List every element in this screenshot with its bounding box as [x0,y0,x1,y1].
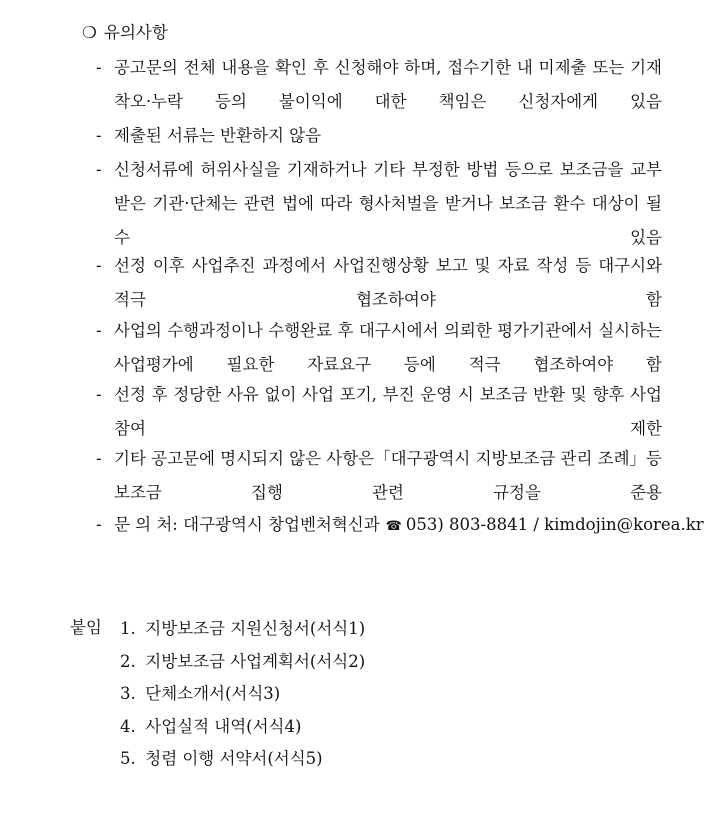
dash-bullet: - [96,256,102,275]
attachment-number: 5. [120,749,136,768]
attachment-number: 4. [120,716,136,736]
attachments-label: 붙임 [70,618,102,637]
notice-item [96,314,662,382]
notice-item-text: 제출된 서류는 반환하지 않음 [114,126,322,145]
dash-bullet: - [96,515,102,534]
attachment-title: 단체소개서(서식3) [145,684,281,703]
attachments-list [120,613,365,776]
notice-item-text: 공고문의 전체 내용을 확인 후 신청해야 하며, 접수기한 내 미제출 또는 기재 착오·누락 등의 불이익에 대한 책임은 신청자에게 있음 [114,58,662,111]
attachment-title: 청렴 이행 서약서(서식5) [145,749,323,768]
contact-line [96,508,704,544]
attachment-number: 2. [120,651,136,671]
attachment-item [120,678,365,711]
notice-item-text: 기타 공고문에 명시되지 않은 사항은「대구광역시 지방보조금 관리 조례」등 보조금 집행 관련 규정을 준용 [114,449,662,502]
notice-item [96,119,662,153]
attachment-title: 사업실적 내역(서식4) [145,716,302,736]
notice-item [96,378,662,446]
notice-heading [82,20,168,46]
contact-department: 대구광역시 창업벤처혁신과 [183,515,380,534]
notice-item [96,153,662,255]
circle-bullet-icon: ❍ [82,23,97,42]
attachment-item [120,613,365,646]
notice-item [96,51,662,119]
notice-item-text: 신청서류에 허위사실을 기재하거나 기타 부정한 방법 등으로 보조금을 교부받은 기관·단체는 관련 법에 따라 형사처벌을 받거나 보조금 환수 대상이 될 수 있음 [114,160,662,247]
contact-email: kimdojin@korea.kr [544,515,704,534]
attachment-number: 1. [120,619,136,638]
dash-bullet: - [96,58,102,77]
contact-label: 문 의 처: [114,515,178,534]
attachment-item [120,646,365,679]
dash-bullet: - [96,126,102,145]
notice-heading-text: 유의사항 [104,23,168,42]
notice-item-text: 선정 이후 사업추진 과정에서 사업진행상황 보고 및 자료 작성 등 대구시와 적극 협조하여야 함 [114,256,662,309]
dash-bullet: - [96,385,102,404]
attachment-title: 지방보조금 사업계획서(서식2) [145,651,366,671]
contact-separator: / [533,515,539,534]
attachment-item [120,743,365,776]
notice-item-text: 선정 후 정당한 사유 없이 사업 포기, 부진 운영 시 보조금 반환 및 향후 사업 참여 제한 [114,385,662,438]
attachment-item [120,711,365,744]
phone-icon: ☎ [385,519,402,534]
contact-phone: 053) 803-8841 [405,515,529,534]
attachment-title: 지방보조금 지원신청서(서식1) [145,619,366,638]
dash-bullet: - [96,321,102,340]
attachment-number: 3. [120,684,136,703]
notice-item [96,442,662,510]
dash-bullet: - [96,160,102,179]
notice-item [96,249,662,317]
dash-bullet: - [96,449,102,468]
notice-item-text: 사업의 수행과정이나 수행완료 후 대구시에서 의뢰한 평가기관에서 실시하는 사업평가에 필요한 자료요구 등에 적극 협조하여야 함 [114,321,662,374]
